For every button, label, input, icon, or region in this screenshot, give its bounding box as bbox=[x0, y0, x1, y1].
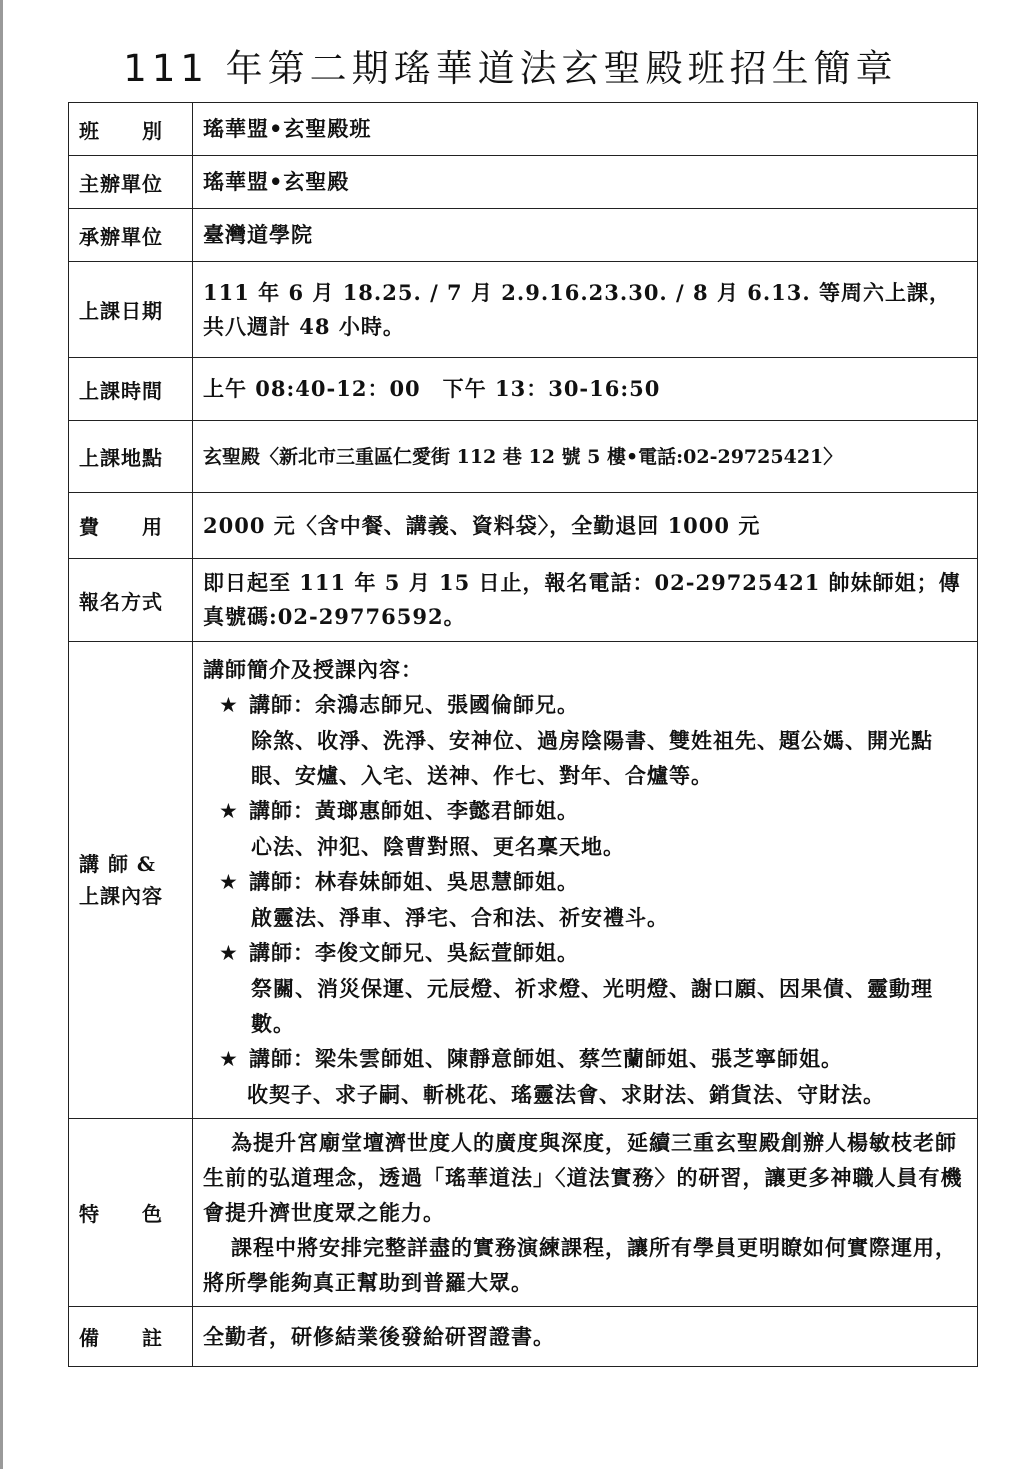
label-dates: 上課日期 bbox=[69, 262, 193, 358]
row-remarks bbox=[69, 1307, 978, 1367]
features-paragraph-2: 課程中將安排完整詳盡的實務演練課程，讓所有學員更明瞭如何實際運用，將所學能夠真正幫助到普羅大眾。 bbox=[203, 1235, 957, 1295]
features-paragraph-1: 為提升宮廟堂壇濟世度人的廣度與深度，延續三重玄聖殿創辦人楊敏枝老師生前的弘道理念，透過「瑤華道法」〈道法實務〉的研習，讓更多神職人員有機會提升濟世度眾之能力。 bbox=[203, 1130, 963, 1225]
row-co-organizer bbox=[69, 209, 978, 262]
label-lecturers-line1: 講 師 & bbox=[79, 852, 156, 876]
value-organizer: 瑤華盟•玄聖殿 bbox=[193, 156, 978, 209]
page-title: 111 年第二期瑤華道法玄聖殿班招生簡章 bbox=[123, 47, 898, 90]
lecturer-item bbox=[203, 935, 969, 971]
value-lecturers bbox=[193, 642, 978, 1119]
lecturer-topics: 心法、沖犯、陰曹對照、更名稟天地。 bbox=[251, 834, 625, 859]
value-co-organizer: 臺灣道學院 bbox=[193, 209, 978, 262]
label-fee-text: 費 用 bbox=[79, 515, 163, 539]
row-registration bbox=[69, 559, 978, 642]
label-class bbox=[69, 103, 193, 156]
value-fee: 2000 元〈含中餐、講義、資料袋〉，全勤退回 1000 元 bbox=[193, 493, 978, 559]
lecturer-item bbox=[203, 864, 969, 900]
label-times: 上課時間 bbox=[69, 358, 193, 421]
row-times bbox=[69, 358, 978, 421]
lecturers-intro: 講師簡介及授課內容： bbox=[203, 657, 423, 682]
row-fee bbox=[69, 493, 978, 559]
value-times: 上午 08:40-12：00 下午 13：30-16:50 bbox=[193, 358, 978, 421]
lecturer-item bbox=[203, 687, 969, 723]
lecturer-head: 講師：余鴻志師兄、張國倫師兄。 bbox=[249, 692, 579, 717]
lecturer-head: 講師：李俊文師兄、吳紜萱師姐。 bbox=[249, 940, 579, 965]
row-location bbox=[69, 421, 978, 493]
label-fee bbox=[69, 493, 193, 559]
label-organizer: 主辦單位 bbox=[69, 156, 193, 209]
lecturer-head: 講師：黃瑯惠師姐、李懿君師姐。 bbox=[249, 798, 579, 823]
row-class bbox=[69, 103, 978, 156]
label-co-organizer: 承辦單位 bbox=[69, 209, 193, 262]
lecturer-head: 講師：梁朱雲師姐、陳靜意師姐、蔡竺蘭師姐、張芝寧師姐。 bbox=[249, 1046, 843, 1071]
label-location: 上課地點 bbox=[69, 421, 193, 493]
lecturer-topics: 除煞、收淨、洗淨、安神位、過房陰陽書、雙姓祖先、題公媽、開光點眼、安爐、入宅、送神、作七、對年、合爐等。 bbox=[251, 728, 933, 788]
label-lecturers-line2: 上課內容 bbox=[79, 884, 163, 908]
star-icon: ★ bbox=[219, 693, 239, 717]
lecturer-item bbox=[203, 1041, 969, 1077]
value-features bbox=[193, 1119, 978, 1307]
value-registration: 即日起至 111 年 5 月 15 日止，報名電話：02-29725421 帥妹師姐；傳真號碼:02-29776592。 bbox=[193, 559, 978, 642]
label-features-text: 特 色 bbox=[79, 1202, 163, 1226]
lecturer-topics: 祭關、消災保運、元辰燈、祈求燈、光明燈、謝口願、因果債、靈動理數。 bbox=[251, 976, 933, 1036]
row-features bbox=[69, 1119, 978, 1307]
star-icon: ★ bbox=[219, 1047, 239, 1071]
star-icon: ★ bbox=[219, 799, 239, 823]
value-location: 玄聖殿〈新北市三重區仁愛街 112 巷 12 號 5 樓•電話:02-29725421〉 bbox=[193, 421, 978, 493]
label-features bbox=[69, 1119, 193, 1307]
label-class-text: 班 別 bbox=[79, 118, 163, 143]
lecturer-topics: 啟靈法、淨車、淨宅、合和法、祈安禮斗。 bbox=[251, 905, 669, 930]
star-icon: ★ bbox=[219, 941, 239, 965]
label-remarks bbox=[69, 1307, 193, 1367]
label-lecturers bbox=[69, 642, 193, 1119]
row-dates bbox=[69, 262, 978, 358]
page-edge bbox=[0, 0, 3, 1469]
value-class: 瑤華盟•玄聖殿班 bbox=[193, 103, 978, 156]
value-dates: 111 年 6 月 18.25. / 7 月 2.9.16.23.30. / 8 月 6.13. 等周六上課，共八週計 48 小時。 bbox=[193, 262, 978, 358]
star-icon: ★ bbox=[219, 870, 239, 894]
lecturer-item bbox=[203, 793, 969, 829]
row-organizer bbox=[69, 156, 978, 209]
value-remarks: 全勤者，研修結業後發給研習證書。 bbox=[193, 1307, 978, 1367]
label-remarks-text: 備 註 bbox=[79, 1326, 163, 1350]
lecturer-topics: 收契子、求子嗣、斬桃花、瑤靈法會、求財法、銷貨法、守財法。 bbox=[247, 1082, 885, 1107]
lecturer-head: 講師：林春妹師姐、吳思慧師姐。 bbox=[249, 869, 579, 894]
brochure-table bbox=[68, 102, 978, 1367]
row-lecturers bbox=[69, 642, 978, 1119]
label-registration: 報名方式 bbox=[69, 559, 193, 642]
